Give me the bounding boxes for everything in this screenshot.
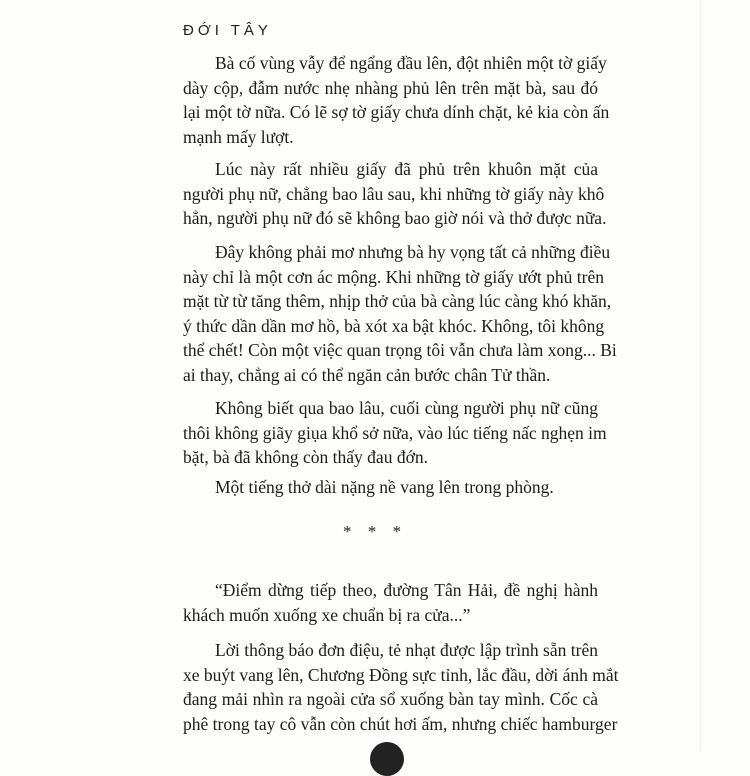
page-number-mark: [370, 742, 404, 776]
text-line: “Điểm dừng tiếp theo, đường Tân Hải, đề nghị hành: [215, 580, 598, 600]
text-line: ý thức dần dần mơ hồ, bà xót xa bật khóc. Không, tôi không: [183, 315, 605, 336]
section-separator: * * *: [343, 522, 407, 541]
text-line: thôi không giãy giụa khổ sở nữa, vào lúc tiếng nấc nghẹn im: [183, 422, 607, 443]
text-line: Lúc này rất nhiều giấy đã phủ trên khuôn mặt của: [215, 159, 598, 179]
text-line: lại một tờ nữa. Có lẽ sợ tờ giấy chưa dính chặt, kẻ kia còn ấn: [183, 102, 610, 122]
text-line: bặt, bà đã không còn thấy đau đớn.: [183, 447, 428, 467]
scan-edge: [700, 0, 701, 750]
running-header: ĐỚI TÂY: [183, 22, 272, 39]
text-line: Bà cố vùng vẫy để ngẩng đầu lên, đột nhiên một tờ giấy: [215, 53, 607, 73]
text-line: mạnh mấy lượt.: [183, 126, 294, 147]
text-line: phê trong tay cô vẫn còn chút hơi ấm, nhưng chiếc hamburger: [183, 713, 618, 734]
text-line: Một tiếng thở dài nặng nề vang lên trong phòng.: [215, 477, 554, 497]
text-line: thể chết! Còn một việc quan trọng tôi vẫn chưa làm xong... Bi: [183, 340, 617, 360]
text-line: xe buýt vang lên, Chương Đồng sực tỉnh, lắc đầu, dời ánh mắt: [183, 664, 619, 685]
text-line: khách muốn xuống xe chuẩn bị ra cửa...”: [183, 604, 471, 625]
text-line: mặt từ từ tăng thêm, nhịp thở của bà càng lúc càng khó khăn,: [183, 291, 612, 311]
text-line: Không biết qua bao lâu, cuối cùng người phụ nữ cũng: [215, 398, 598, 418]
text-line: này chỉ là một cơn ác mộng. Khi những tờ giấy ướt phủ trên: [183, 266, 604, 287]
text-line: Lời thông báo đơn điệu, tẻ nhạt được lập trình sẵn trên: [215, 640, 598, 660]
text-line: người phụ nữ, chẳng bao lâu sau, khi những tờ giấy này khô: [183, 183, 605, 204]
text-line: ai thay, chẳng ai có thể ngăn cản bước chân Tử thần.: [183, 364, 551, 385]
text-line: Đây không phải mơ nhưng bà hy vọng tất cả những điều: [215, 242, 611, 262]
text-line: đang mải nhìn ra ngoài cửa sổ xuống bàn tay mình. Cốc cà: [183, 689, 598, 709]
text-line: hẳn, người phụ nữ đó sẽ không bao giờ nói và thở được nữa.: [183, 208, 607, 228]
text-line: dày cộp, đẫm nước nhẹ nhàng phủ lên trên mặt bà, sau đó: [183, 77, 598, 98]
